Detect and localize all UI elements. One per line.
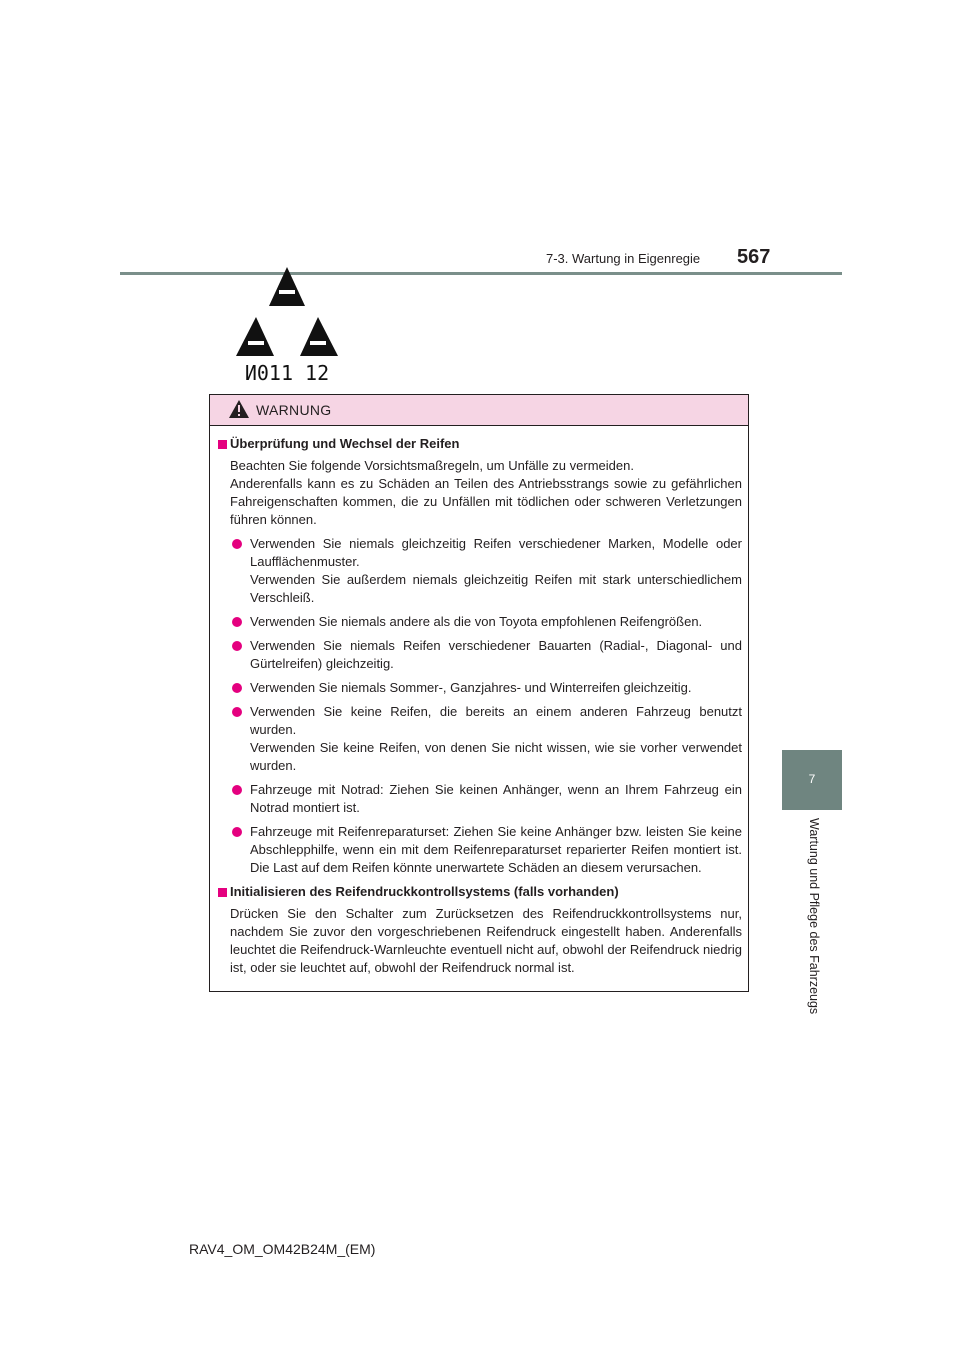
footer-model-code: RAV4_OM_OM42B24M_(EM) [189,1241,376,1257]
tire-mark-code: И011 12 [244,361,330,384]
section-text: Drücken Sie den Schalter zum Zurücksetzen des Reifendruckkontrollsystems nur, nachdem Sie zuvor den vorgeschriebenen Reifendruck eingestellt haben. Anderenfalls leuchtet die Reifendruck-Warnleuchte eventuell nicht auf, obwohl der Reifendruck niedrig ist, oder sie leuchtet auf, obwohl der Reifendruck normal ist. [230,906,742,975]
section-heading: Initialisieren des Reifendruckkontrollsystems (falls vorhanden) [218,883,742,901]
round-bullet-icon [232,617,242,627]
square-bullet-icon [218,440,227,449]
list-item: Fahrzeuge mit Reifenreparaturset: Ziehen Sie keine Anhänger bzw. leisten Sie keine Abschlepphilfe, wenn ein mit dem Reifenreparaturset reparierter Reifen montiert ist. Die Last auf dem Reifen könnte unerwartete Schäden an diesem verursachen. [218,823,742,877]
tire-marking-illustration [232,264,344,389]
page-number: 567 [737,246,771,268]
list-item: Verwenden Sie niemals Reifen verschiedener Bauarten (Radial-, Diagonal- und Gürtelreifen) gleichzeitig. [218,637,742,673]
warning-body [210,426,748,977]
round-bullet-icon [232,707,242,717]
chapter-number: 7 [808,772,816,786]
round-bullet-icon [232,683,242,693]
section-intro: Beachten Sie folgende Vorsichtsmaßregeln, um Unfälle zu vermeiden. Anderenfalls kann es zu Schäden an Teilen des Antriebsstrangs sowie zu gefährlichen Fahreigenschaften kommen, die zu Unfällen mit tödlichen oder schweren Verletzungen führen können. [230,458,742,527]
list-item: Verwenden Sie niemals Sommer-, Ganzjahres- und Winterreifen gleichzeitig. [218,679,742,697]
chapter-tab[interactable] [782,750,842,810]
bullet-list [218,535,742,877]
round-bullet-icon [232,641,242,651]
header-rule [120,272,842,275]
section-heading: Überprüfung und Wechsel der Reifen [218,435,742,453]
warning-title: WARNUNG [256,402,332,418]
list-item: Verwenden Sie keine Reifen, die bereits an einem anderen Fahrzeug benutzt wurden. Verwenden Sie keine Reifen, von denen Sie nicht wissen, wie sie vorher verwendet wurden. [218,703,742,775]
list-item: Verwenden Sie niemals andere als die von Toyota empfohlenen Reifengrößen. [218,613,742,631]
warning-header [210,395,748,426]
header-section-title: 7-3. Wartung in Eigenregie [546,251,701,266]
triangle-symbol-icon [232,264,344,384]
warning-box [209,394,749,992]
chapter-title: Wartung und Pflege des Fahrzeugs [807,818,821,1015]
section-tire-check [218,435,742,877]
list-item: Fahrzeuge mit Notrad: Ziehen Sie keinen Anhänger, wenn an Ihrem Fahrzeug ein Notrad montiert ist. [218,781,742,817]
section-tpms-init [218,883,742,977]
list-item: Verwenden Sie niemals gleichzeitig Reifen verschiedener Marken, Modelle oder Laufflächenmuster. Verwenden Sie außerdem niemals gleichzeitig Reifen mit stark unterschiedlichem Verschleiß. [218,535,742,607]
round-bullet-icon [232,785,242,795]
round-bullet-icon [232,539,242,549]
square-bullet-icon [218,888,227,897]
warning-triangle-icon [229,400,249,418]
round-bullet-icon [232,827,242,837]
